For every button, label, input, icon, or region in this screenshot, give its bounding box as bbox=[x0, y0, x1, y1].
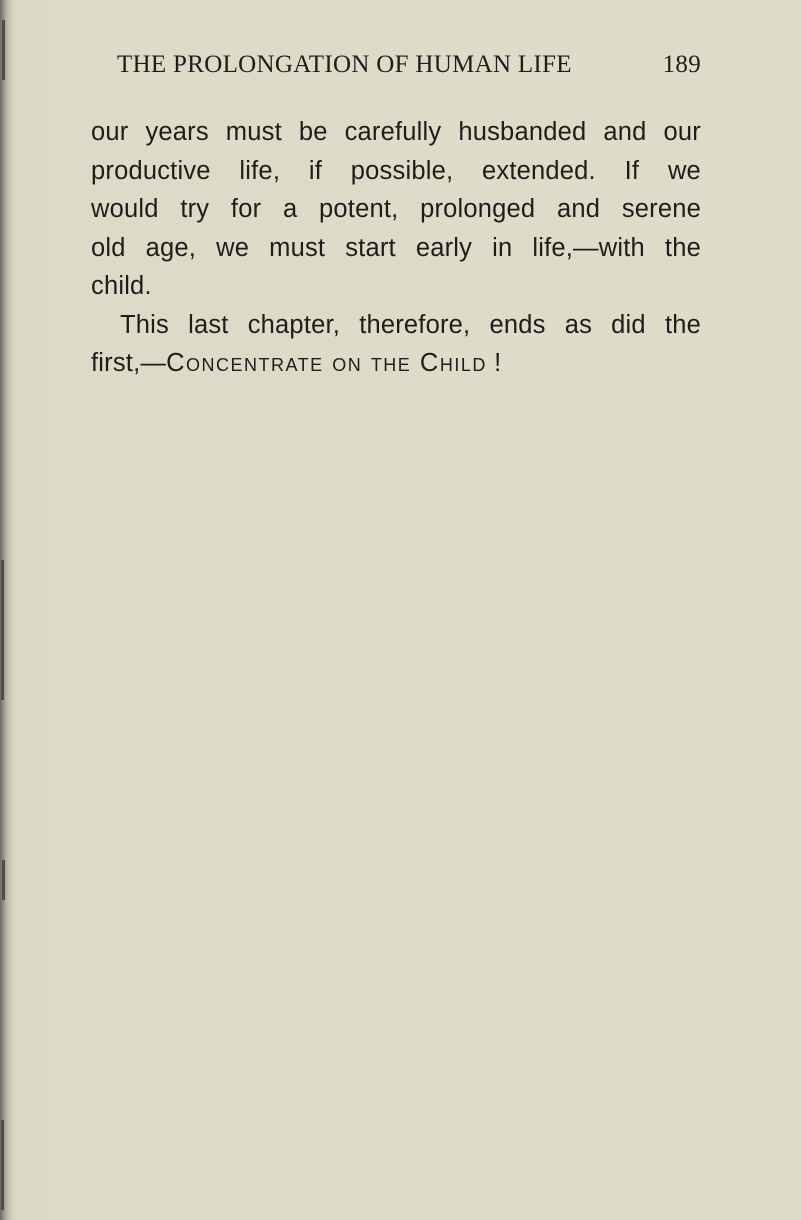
word: old bbox=[91, 233, 126, 262]
word: potent, bbox=[319, 195, 399, 223]
word: extended. bbox=[482, 156, 596, 185]
word: start bbox=[345, 233, 396, 262]
word: we bbox=[667, 156, 701, 185]
word: child. bbox=[91, 272, 152, 300]
word: ends bbox=[489, 310, 546, 339]
word: must bbox=[269, 233, 326, 262]
final-line-trail: ! bbox=[486, 349, 502, 377]
word: did bbox=[611, 310, 646, 339]
word: age, bbox=[145, 233, 197, 262]
text-line bbox=[91, 190, 701, 229]
word: life,—with bbox=[532, 233, 645, 262]
word: husbanded bbox=[458, 118, 587, 146]
word: the bbox=[664, 233, 701, 262]
word: the bbox=[664, 310, 701, 339]
word: This bbox=[120, 310, 169, 339]
word: if bbox=[308, 156, 323, 185]
word: life, bbox=[239, 156, 281, 185]
word: serene bbox=[621, 195, 701, 223]
final-line-small-caps: Concentrate on the Child bbox=[166, 349, 487, 377]
text-line bbox=[91, 267, 701, 306]
word: last bbox=[188, 310, 229, 339]
word: as bbox=[564, 310, 593, 339]
word: be bbox=[298, 118, 328, 146]
word: our bbox=[91, 118, 129, 146]
word: therefore, bbox=[359, 310, 471, 339]
word: would bbox=[91, 195, 159, 223]
word: productive bbox=[91, 156, 211, 185]
text-line bbox=[91, 229, 701, 268]
word: our bbox=[663, 118, 701, 146]
word: possible, bbox=[350, 156, 454, 185]
spine-shadow-mark bbox=[1, 560, 4, 700]
word: carefully bbox=[344, 118, 442, 146]
final-line-lead: first,— bbox=[91, 349, 167, 377]
word: and bbox=[603, 118, 647, 146]
spine-shadow-mark bbox=[2, 860, 5, 900]
page-number: 189 bbox=[662, 51, 701, 78]
word: early bbox=[415, 233, 473, 262]
word: must bbox=[225, 118, 282, 146]
body-text bbox=[91, 113, 701, 383]
word: If bbox=[624, 156, 640, 185]
running-head bbox=[117, 50, 701, 80]
text-line bbox=[91, 306, 701, 345]
word: prolonged bbox=[420, 195, 536, 223]
word: a bbox=[282, 195, 298, 223]
running-head-title: THE PROLONGATION OF HUMAN LIFE bbox=[117, 51, 572, 78]
word: and bbox=[556, 195, 601, 223]
word: chapter, bbox=[247, 310, 341, 339]
spine-shadow-mark bbox=[2, 20, 5, 80]
word: years bbox=[145, 118, 209, 146]
spine-shadow-mark bbox=[1, 1120, 4, 1210]
word: we bbox=[216, 233, 250, 262]
text-line bbox=[91, 113, 701, 152]
text-line bbox=[91, 344, 701, 383]
word: for bbox=[230, 195, 262, 223]
word: try bbox=[180, 195, 210, 223]
text-line bbox=[91, 152, 701, 191]
word: in bbox=[492, 233, 513, 262]
